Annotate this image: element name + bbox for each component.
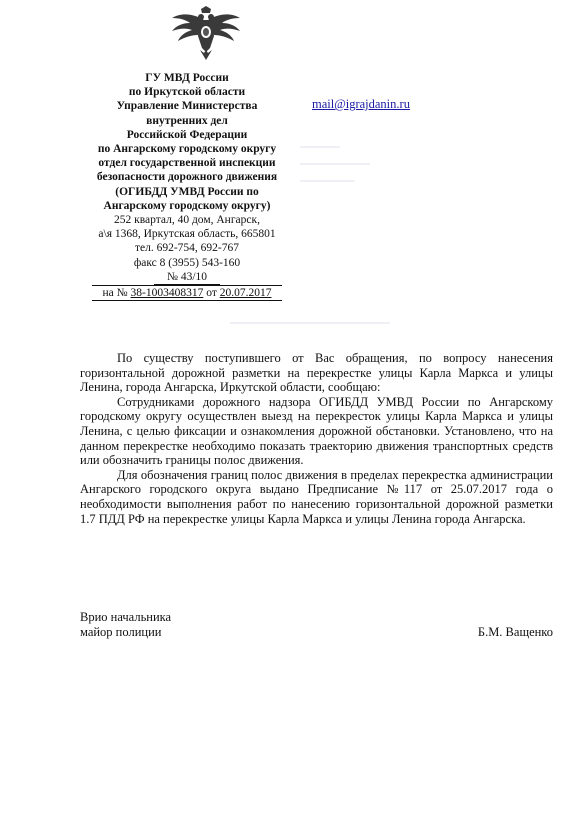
eagle-emblem-icon — [170, 6, 242, 62]
redacted-mark — [300, 146, 340, 148]
org-line: Российской Федерации — [126, 128, 248, 141]
phone-line: тел. 692-754, 692-767 — [134, 242, 240, 255]
fax-line: факс 8 (3955) 543-160 — [133, 256, 241, 269]
org-line: по Иркутской области — [128, 86, 246, 99]
letter-body — [80, 351, 553, 526]
body-paragraph: Сотрудниками дорожного надзора ОГИБДД УМВД России по Ангарскому городскому округу осуществлен выезд на перекресток улицы Карла Маркса и улицы Ленина, с целью фиксации и ознакомления дорожной обстановки. Установлено, что на данном перекрестке необходимо показать траекторию движения транспортных средств или обозначить границы полос движения. — [80, 394, 553, 468]
reply-date: 20.07.2017 — [219, 287, 272, 300]
org-line: Управление Министерства — [116, 100, 258, 113]
reply-reference — [92, 285, 282, 301]
reply-from: от — [206, 287, 217, 300]
redacted-mark — [230, 322, 390, 324]
sender-header — [80, 71, 294, 301]
address-line: 252 квартал, 40 дом, Ангарск, — [114, 214, 260, 227]
signature-block — [80, 610, 553, 640]
redacted-mark — [300, 163, 370, 165]
address-line: а\я 1368, Иркутская область, 665801 — [98, 228, 276, 241]
body-paragraph: По существу поступившего от Вас обращения, по вопросу нанесения горизонтальной дорожной разметки на перекрестке улицы Карла Маркса и улицы Ленина, города Ангарска, Иркутской области, сообщаю: — [80, 351, 553, 395]
reply-prefix: на № — [102, 287, 128, 300]
reply-number: 38-1003408317 — [130, 287, 204, 300]
org-line: безопасности дорожного движения — [96, 171, 278, 184]
org-line: (ОГИБДД УМВД России по — [115, 185, 259, 198]
org-line: по Ангарскому городскому округу — [97, 143, 277, 156]
org-line: внутренних дел — [146, 114, 228, 127]
signer-name: Б.М. Ващенко — [477, 624, 553, 639]
body-paragraph: Для обозначения границ полос движения в пределах перекрестка администрации Ангарского городского округа выдано Предписание №117 от 25.07.2017 года о необходимости выполнения работ по нанесению горизонтальной дорожной разметки 1.7 ПДД РФ на перекрестке улицы Карла Маркса и улицы Ленина города Ангарска. — [80, 467, 553, 526]
signature-row — [80, 625, 553, 640]
recipient-email-link[interactable]: mail@igrajdanin.ru — [312, 97, 410, 111]
org-line: Ангарскому городскому округу) — [103, 199, 271, 212]
signer-rank: майор полиции — [80, 624, 162, 639]
redacted-mark — [300, 180, 355, 182]
signer-position: Врио начальника — [80, 610, 172, 624]
org-line: отдел государственной инспекции — [98, 157, 276, 170]
outgoing-number-line — [80, 270, 294, 285]
org-line: ГУ МВД России — [145, 72, 229, 84]
outgoing-number: № 43/10 — [154, 270, 220, 285]
